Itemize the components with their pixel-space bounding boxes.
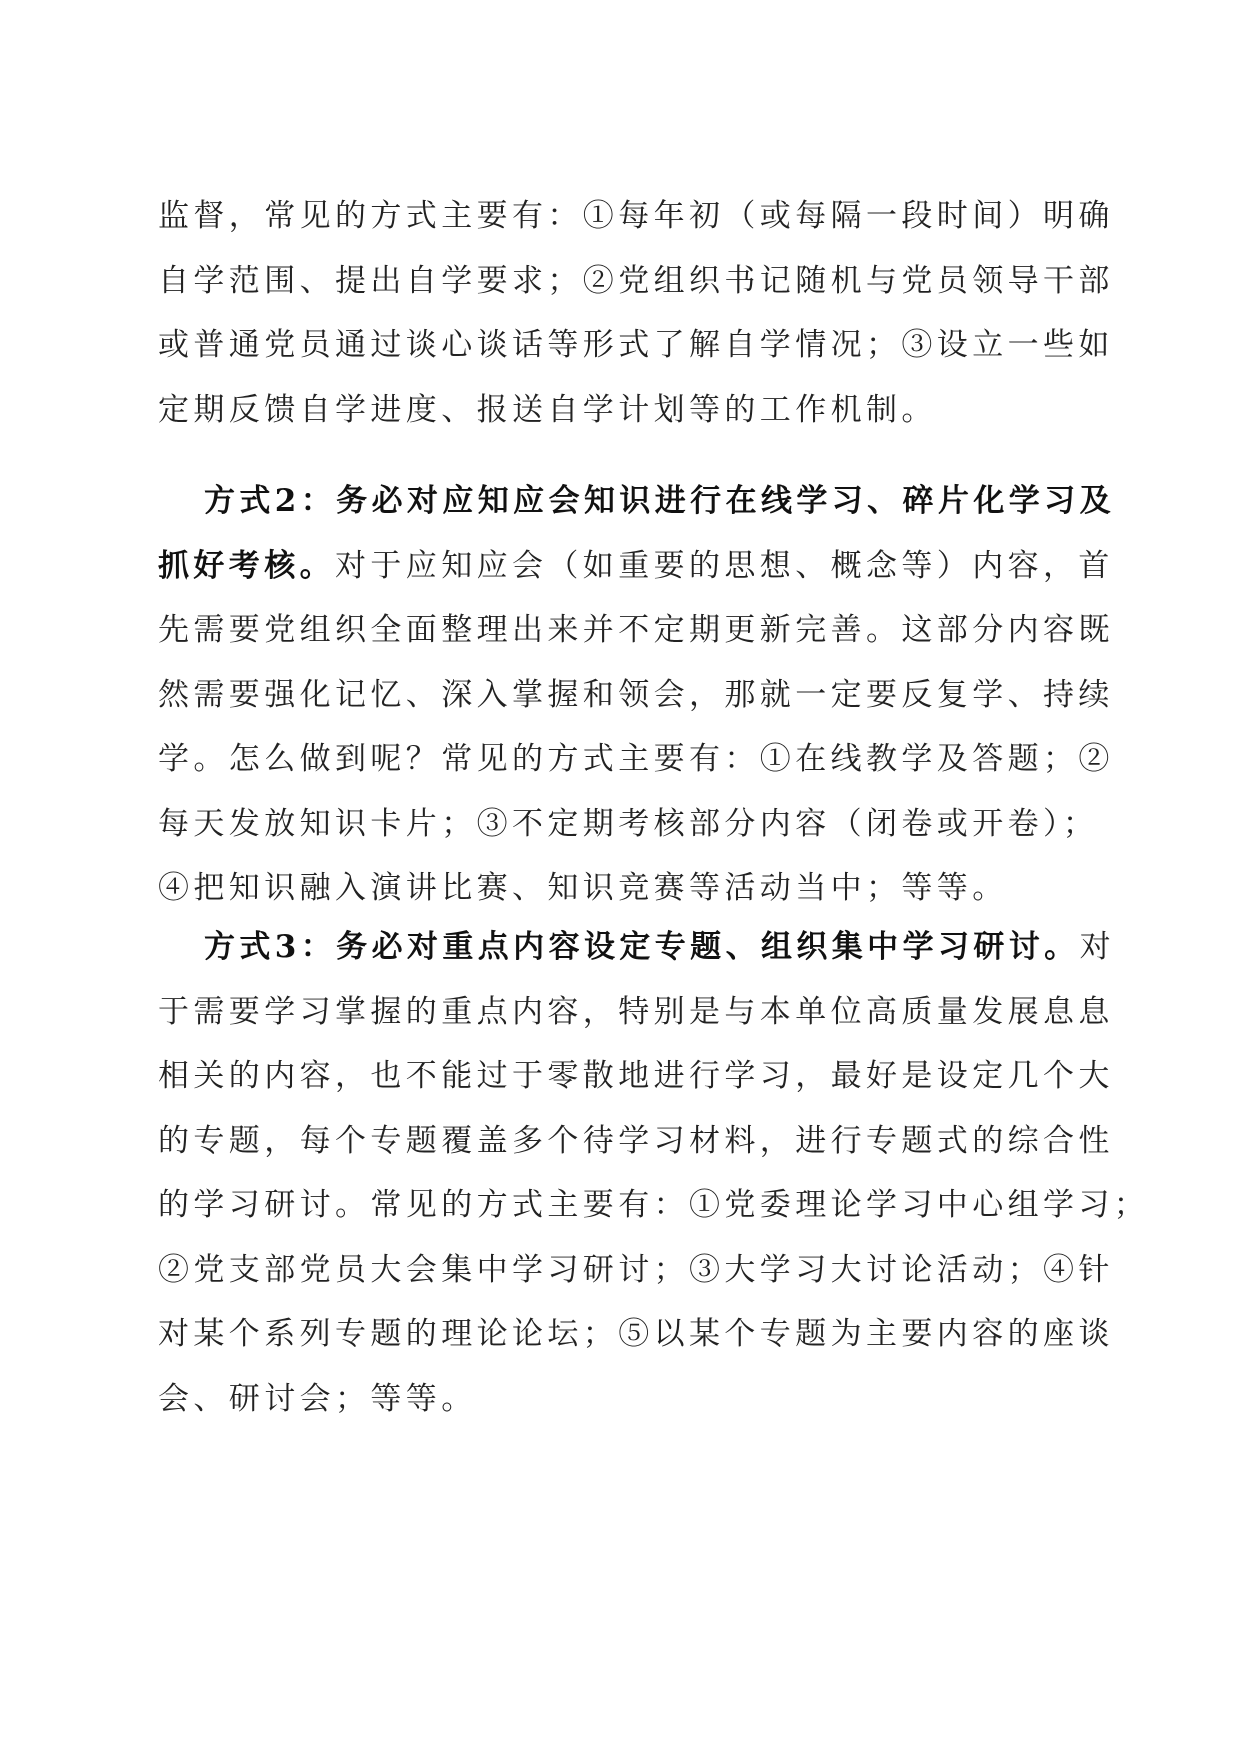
text-line: 然需要强化记忆、深入掌握和领会，那就一定要反复学、持续	[158, 676, 1114, 713]
text-line: 于需要学习掌握的重点内容，特别是与本单位高质量发展息息	[158, 993, 1114, 1030]
text-line: 相关的内容，也不能过于零散地进行学习，最好是设定几个大	[158, 1058, 1114, 1094]
text-line: 自学范围、提出自学要求；②党组织书记随机与党员领导干部	[158, 262, 1114, 299]
paragraph-method-2	[158, 469, 1115, 921]
text-line: 每天发放知识卡片；③不定期考核部分内容（闭卷或开卷）；	[158, 805, 1099, 842]
text-line: 对某个系列专题的理论论坛；⑤以某个专题为主要内容的座谈	[158, 1316, 1114, 1352]
text-line: 先需要党组织全面整理出来并不定期更新完善。这部分内容既	[158, 612, 1114, 648]
text-line: 的专题，每个专题覆盖多个待学习材料，进行专题式的综合性	[158, 1122, 1114, 1159]
method-2-heading-line	[158, 469, 1115, 534]
text-line: ②党支部党员大会集中学习研讨；③大学习大讨论活动；④针	[158, 1251, 1114, 1288]
text-line: 会、研讨会；等等。	[158, 1380, 477, 1417]
paragraph-method-3	[158, 915, 1150, 1431]
method-3-heading: 方式3：务必对重点内容设定专题、组织集中学习研讨。	[204, 929, 1080, 965]
text-line: 抓好考核。对于应知应会（如重要的思想、概念等）内容，首	[158, 547, 1114, 584]
text-line: 学。怎么做到呢？常见的方式主要有：①在线教学及答题；②	[158, 741, 1114, 777]
paragraph-supervision	[158, 184, 1114, 442]
text-line: 监督，常见的方式主要有：①每年初（或每隔一段时间）明确	[158, 198, 1114, 234]
method-3-heading-line: 方式3：务必对重点内容设定专题、组织集中学习研讨。对	[204, 929, 1115, 965]
text-line: 或普通党员通过谈心谈话等形式了解自学情况；③设立一些如	[158, 327, 1114, 363]
text-line: ④把知识融入演讲比赛、知识竞赛等活动当中；等等。	[158, 870, 1008, 906]
method-2-heading: 方式2：务必对应知应会知识进行在线学习、碎片化学习及	[204, 483, 1115, 519]
text-line: 定期反馈自学进度、报送自学计划等的工作机制。	[158, 391, 937, 428]
method-2-heading-end: 抓好考核。	[158, 547, 335, 584]
text-line: 的学习研讨。常见的方式主要有：①党委理论学习中心组学习；	[158, 1187, 1150, 1223]
